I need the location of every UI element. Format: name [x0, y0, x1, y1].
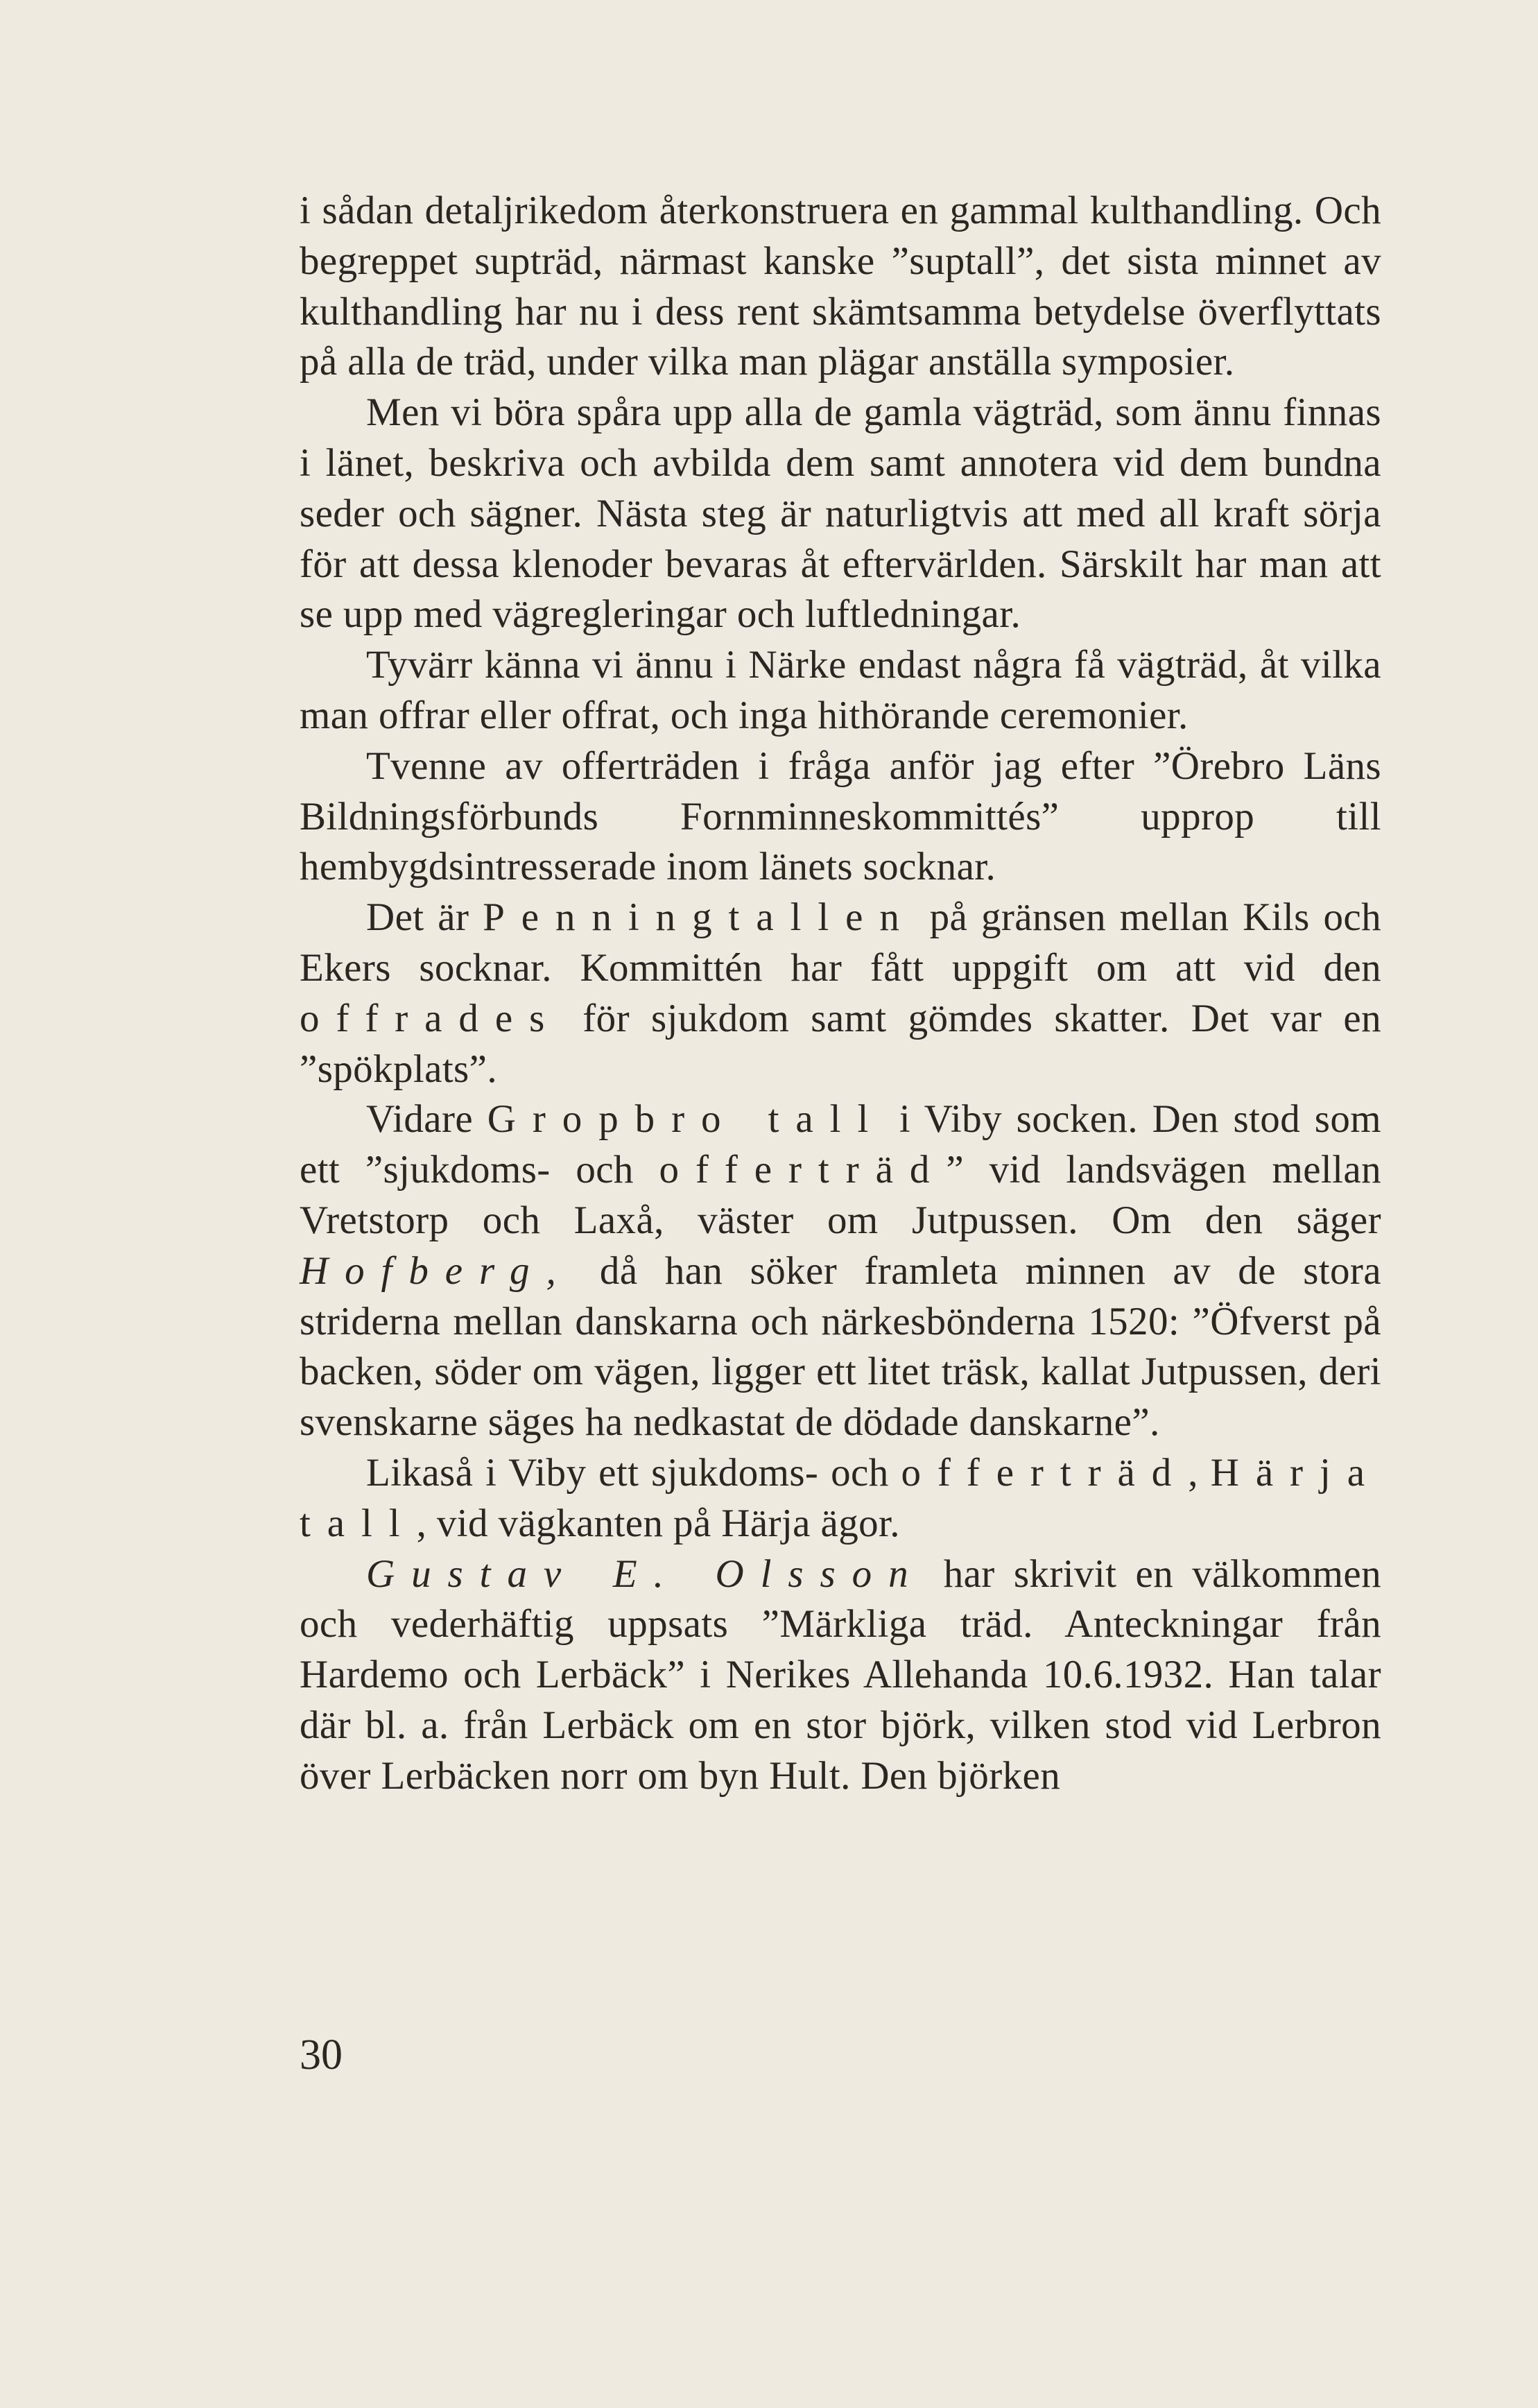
author-name-emphasis: Hofberg, [300, 1248, 573, 1293]
paragraph [300, 186, 1381, 388]
text-run: Vidare [366, 1097, 487, 1142]
text-run: Likaså i Viby ett sjukdoms- och [366, 1450, 901, 1495]
text-run: Tvenne av offerträden i fråga anför jag efter ”Örebro Läns Bildningsförbunds Fornminneskommittés” upprop till hembygdsintresserade inom länets socknar. [300, 743, 1381, 889]
spaced-emphasis: offrades [300, 996, 562, 1040]
text-run: Tyvärr känna vi ännu i Närke endast några få vägträd, åt vilka man offrar eller offrat, och inga hithörande ceremonier. [300, 643, 1381, 737]
text-run: Men vi böra spåra upp alla de gamla vägträd, som ännu finnas i länet, beskriva och avbilda dem samt annotera vid dem bundna seder och sägner. Nästa steg är naturligtvis att med all kraft sörja för att dessa klenoder bevaras åt eftervärlden. Särskilt har man att se upp med vägregleringar och luftledningar. [300, 390, 1381, 637]
author-name-emphasis: Gustav E. Olsson [366, 1551, 925, 1596]
text-run: ” vid landsvägen mellan Vretstorp och Laxå, väster om Jutpussen. Om den säger [300, 1148, 1381, 1242]
text-run: , vid vägkanten på Härja ägor. [416, 1501, 900, 1545]
text-run: då han söker framleta minnen av de stora striderna mellan danskarna och närkesbönderna 1520: ”Öfverst på backen, söder om vägen, ligger ett litet träsk, kallat Jutpussen, deri svenskarne säges ha nedkastat de dödade danskarne”. [300, 1248, 1381, 1445]
paragraph [300, 893, 1381, 1094]
paragraph [300, 388, 1381, 640]
text-run: , [1188, 1450, 1211, 1495]
spaced-emphasis: Härja tall [300, 1450, 1381, 1545]
text-run: har skrivit en välkommen och vederhäftig uppsats ”Märkliga träd. Anteckningar från Hardemo och Lerbäck” i Nerikes Allehanda 10.6.1932. Han talar där bl. a. från Lerbäck om en stor björk, vilken stod vid Lerbron över Lerbäcken norr om byn Hult. Den björken [300, 1551, 1381, 1798]
paragraph [300, 640, 1381, 741]
text-run: i Viby socken. Den stod som ett ”sjukdoms- och [300, 1097, 1381, 1192]
paragraph [300, 1448, 1381, 1549]
text-run: Det är [366, 895, 483, 940]
text-run: för sjukdom samt gömdes skatter. Det var en ”spökplats”. [300, 996, 1381, 1091]
spaced-emphasis: Gropbro tall [487, 1097, 885, 1142]
text-run: på gränsen mellan Kils och Ekers socknar. Kommittén har fått uppgift om att vid den [300, 895, 1381, 990]
paragraph [300, 741, 1381, 893]
paragraph [300, 1549, 1381, 1802]
body-text [300, 186, 1381, 1802]
page-number: 30 [300, 2031, 343, 2079]
paragraph [300, 1094, 1381, 1448]
spaced-emphasis: offerträd [901, 1450, 1189, 1495]
text-run: i sådan detaljrikedom återkonstruera en gammal kulthandling. Och begreppet supträd, närmast kanske ”suptall”, det sista minnet av kulthandling har nu i dess rent skämtsamma betydelse överflyttats på alla de träd, under vilka man plägar anställa symposier. [300, 189, 1381, 384]
spaced-emphasis: Penningtallen [483, 895, 916, 940]
spaced-emphasis: offerträd [659, 1148, 947, 1192]
